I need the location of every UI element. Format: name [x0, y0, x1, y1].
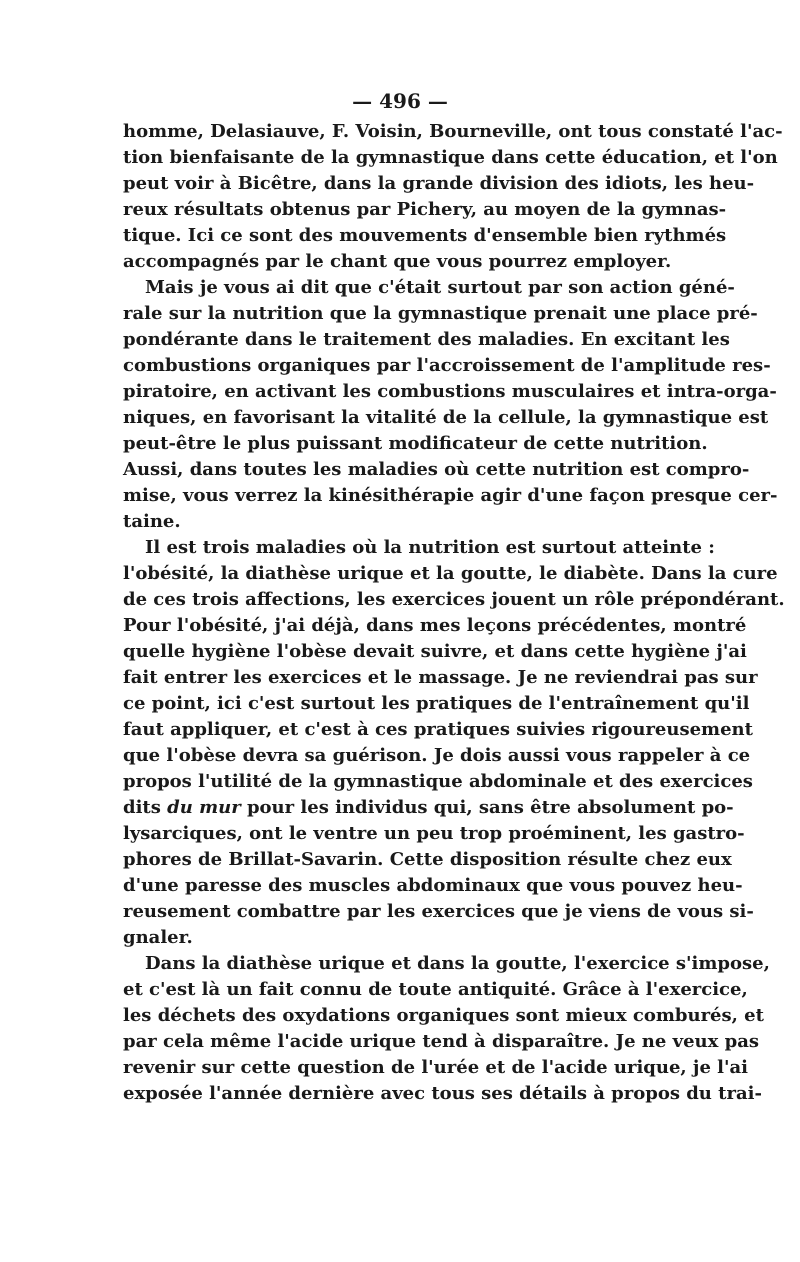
text-line: tique. Ici ce sont des mouvements d'ensemble bien rythmés [123, 225, 727, 246]
text-line: reux résultats obtenus par Pichery, au moyen de la gymnas- [123, 199, 727, 220]
paragraph [123, 275, 778, 535]
text-line: lysarciques, ont le ventre un peu trop proéminent, les gastro- [123, 823, 745, 844]
text-line: l'obésité, la diathèse urique et la goutte, le diabète. Dans la cure [123, 563, 778, 584]
text-line: faut appliquer, et c'est à ces pratiques suivies rigoureusement [123, 719, 753, 740]
text-line: revenir sur cette question de l'urée et de l'acide urique, je l'ai [123, 1057, 749, 1078]
text-line: fait entrer les exercices et le massage. Je ne reviendrai pas sur [123, 667, 758, 688]
text-line: phores de Brillat-Savarin. Cette disposition résulte chez eux [123, 849, 732, 870]
body-text [123, 119, 785, 1107]
text-line: et c'est là un fait connu de toute antiquité. Grâce à l'exercice, [123, 979, 748, 1000]
text-line: homme, Delasiauve, F. Voisin, Bourneville, ont tous constaté l'ac- [123, 121, 783, 142]
paragraph [123, 951, 770, 1107]
text-line: que l'obèse devra sa guérison. Je dois aussi vous rappeler à ce [123, 745, 751, 766]
text-line: quelle hygiène l'obèse devait suivre, et dans cette hygiène j'ai [123, 641, 747, 662]
text-line: accompagnés par le chant que vous pourrez employer. [123, 251, 672, 272]
text-line: de ces trois affections, les exercices jouent un rôle prépondérant. [123, 589, 785, 610]
text-line: peut-être le plus puissant modificateur de cette nutrition. [123, 433, 708, 454]
text-line: pondérante dans le traitement des maladies. En excitant les [123, 329, 730, 350]
text-line: exposée l'année dernière avec tous ses détails à propos du trai- [123, 1083, 762, 1104]
text-line: gnaler. [123, 927, 193, 948]
text-line: tion bienfaisante de la gymnastique dans cette éducation, et l'on [123, 147, 778, 168]
text-line: d'une paresse des muscles abdominaux que vous pouvez heu- [123, 875, 743, 896]
text-line: mise, vous verrez la kinésithérapie agir d'une façon presque cer- [123, 485, 778, 506]
text-line: peut voir à Bicêtre, dans la grande division des idiots, les heu- [123, 173, 755, 194]
text-line: Pour l'obésité, j'ai déjà, dans mes leçons précédentes, montré [123, 615, 747, 636]
text-line: par cela même l'acide urique tend à disparaître. Je ne veux pas [123, 1031, 759, 1052]
text-line: Il est trois maladies où la nutrition est surtout atteinte : [145, 537, 715, 558]
text-line: Dans la diathèse urique et dans la goutte, l'exercice s'impose, [145, 953, 770, 974]
text-line: piratoire, en activant les combustions musculaires et intra-orga- [123, 381, 777, 402]
text-line: niques, en favorisant la vitalité de la cellule, la gymnastique est [123, 407, 769, 428]
text-line: Aussi, dans toutes les maladies où cette nutrition est compro- [123, 459, 750, 480]
text-line: rale sur la nutrition que la gymnastique prenait une place pré- [123, 303, 758, 324]
text-line: les déchets des oxydations organiques sont mieux comburés, et [123, 1005, 764, 1026]
text-line: taine. [123, 511, 181, 532]
text-run: pour les individus qui, sans être absolument po- [240, 797, 734, 818]
text-line: combustions organiques par l'accroissement de l'amplitude res- [123, 355, 771, 376]
text-line: reusement combattre par les exercices que je viens de vous si- [123, 901, 754, 922]
page-number: — 496 — [352, 89, 448, 113]
paragraph [123, 535, 785, 951]
italic-term: du mur [167, 797, 241, 818]
text-line: Mais je vous ai dit que c'était surtout par son action géné- [145, 277, 735, 298]
text-line: ce point, ici c'est surtout les pratiques de l'entraînement qu'il [123, 693, 750, 714]
text-run: dits [123, 797, 168, 818]
text-line [123, 795, 734, 821]
paragraph [123, 119, 783, 275]
text-line: propos l'utilité de la gymnastique abdominale et des exercices [123, 771, 753, 792]
